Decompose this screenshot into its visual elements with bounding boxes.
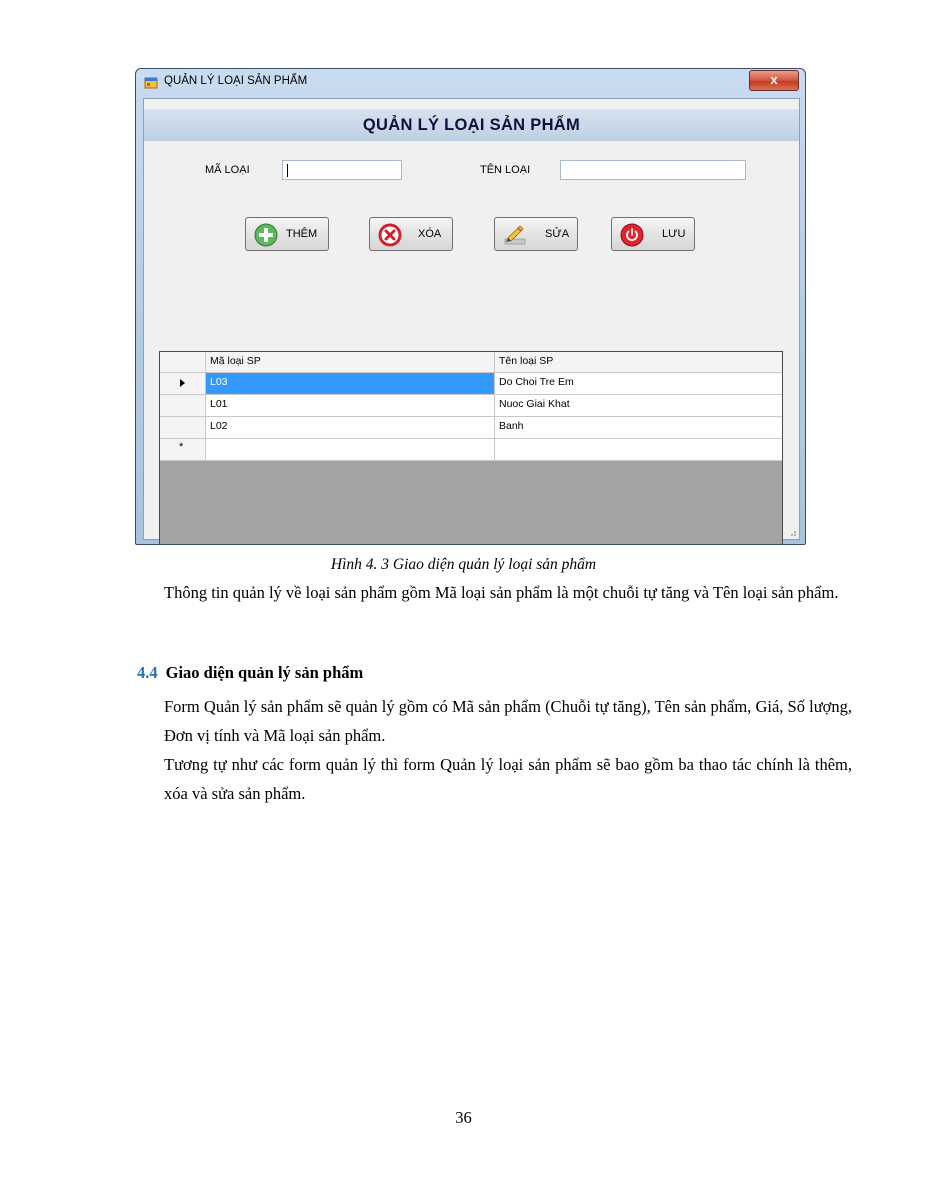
cell-ten-loai[interactable]: Banh [499, 420, 524, 432]
them-button[interactable] [245, 217, 329, 251]
cell-ten-loai[interactable]: Do Choi Tre Em [499, 376, 574, 388]
form-client-area [143, 98, 800, 540]
ten-loai-label: TÊN LOẠI [480, 164, 531, 176]
cell-ma-loai[interactable]: L02 [206, 417, 495, 438]
title-bar [136, 69, 805, 97]
current-row-arrow-icon [180, 379, 185, 387]
ma-loai-label: MÃ LOẠI [205, 164, 250, 176]
row-header[interactable] [160, 439, 206, 460]
row-header[interactable] [160, 395, 206, 416]
sua-button[interactable] [494, 217, 578, 251]
paragraph-3: Tương tự như các form quản lý thì form Quản lý loại sản phẩm sẽ bao gồm ba thao tác chính là thêm, xóa và sửa sản phẩm. [164, 755, 852, 803]
xoa-button[interactable] [369, 217, 453, 251]
table-row[interactable] [160, 373, 782, 395]
section-number: 4.4 [137, 663, 158, 682]
window-title: QUẢN LÝ LOẠI SẢN PHẨM [164, 75, 308, 87]
section-heading [137, 663, 363, 683]
sua-label: SỬA [545, 228, 570, 240]
form-icon [144, 76, 158, 90]
delete-icon [378, 223, 402, 247]
paragraph-2: Form Quản lý sản phẩm sẽ quản lý gồm có Mã sản phẩm (Chuỗi tự tăng), Tên sản phẩm, Giá, Số lượng, Đơn vị tính và Mã loại sản phẩm. [164, 697, 852, 745]
figure-caption: Hình 4. 3 Giao diện quản lý loại sản phẩm [330, 556, 597, 573]
cell-ten-loai[interactable]: Nuoc Giai Khat [499, 398, 570, 410]
resize-grip-icon[interactable] [787, 527, 797, 537]
page-number: 36 [455, 1108, 472, 1127]
row-header[interactable] [160, 417, 206, 438]
paragraph-1: Thông tin quản lý về loại sản phẩm gồm Mã loại sản phẩm là một chuỗi tự tăng và Tên loại sản phẩm. [164, 583, 839, 602]
row-header-corner [160, 352, 206, 372]
power-icon [620, 223, 644, 247]
new-row-asterisk-icon: * [179, 441, 184, 453]
form-header-title: QUẢN LÝ LOẠI SẢN PHẨM [362, 116, 581, 134]
new-row[interactable] [160, 439, 782, 461]
them-label: THÊM [286, 228, 318, 240]
data-grid[interactable] [159, 351, 783, 545]
new-cell-ten-loai[interactable] [495, 439, 782, 460]
xoa-label: XÓA [418, 228, 442, 240]
luu-button[interactable] [611, 217, 695, 251]
grid-header [160, 352, 782, 373]
row-header[interactable] [160, 373, 206, 394]
section-title: Giao diện quản lý sản phẩm [165, 663, 364, 682]
new-cell-ma-loai[interactable] [206, 439, 495, 460]
edit-icon [503, 223, 527, 247]
cell-ma-loai[interactable]: L03 [206, 373, 495, 394]
cell-ma-loai[interactable]: L01 [206, 395, 495, 416]
add-icon [254, 223, 278, 247]
table-row[interactable] [160, 395, 782, 417]
ma-loai-input[interactable] [282, 160, 402, 180]
luu-label: LƯU [662, 228, 686, 240]
column-header-ten-loai[interactable]: Tên loại SP [499, 355, 554, 367]
header-band [144, 109, 799, 141]
close-button[interactable]: x [749, 70, 799, 91]
app-window [135, 68, 806, 545]
ten-loai-input[interactable] [560, 160, 746, 180]
table-row[interactable] [160, 417, 782, 439]
column-header-ma-loai[interactable]: Mã loại SP [206, 352, 495, 372]
